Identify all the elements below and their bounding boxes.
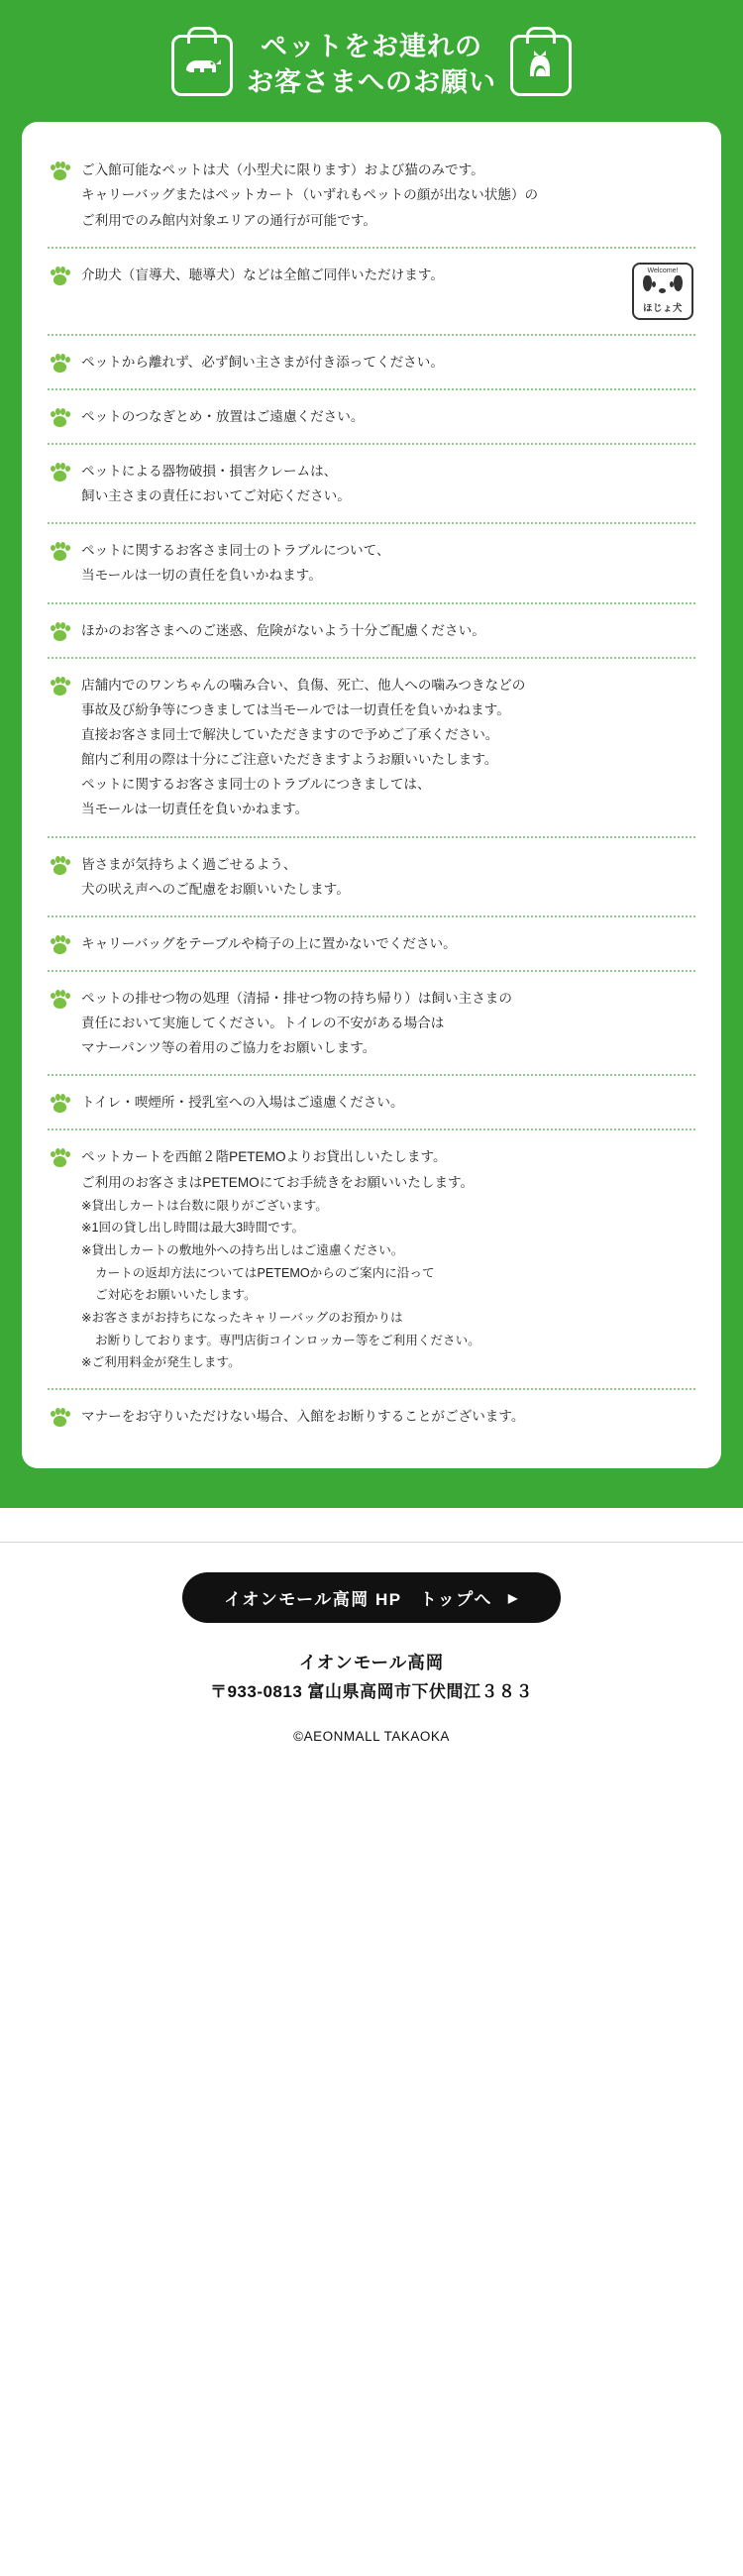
rule-note: ※1回の貸し出し時間は最大3時間です。	[81, 1221, 305, 1235]
rule-item	[48, 445, 695, 524]
rule-item	[48, 838, 695, 917]
rule-line: ペットから離れず、必ず飼い主さまが付き添ってください。	[81, 354, 444, 370]
paw-icon	[50, 160, 71, 181]
rule-text	[81, 1404, 693, 1429]
rule-line: 皆さまが気持ちよく過ごせるよう、	[81, 856, 297, 872]
rule-text	[81, 931, 693, 956]
assistance-dog-badge	[632, 263, 693, 320]
rule-line: 店舗内でのワンちゃんの噛み合い、負傷、死亡、他人への噛みつきなどの	[81, 677, 526, 693]
copyright: ©AEONMALL TAKAOKA	[293, 1728, 450, 1744]
rule-line: ペットのつなぎとめ・放置はご遠慮ください。	[81, 408, 365, 424]
paw-icon	[50, 933, 71, 955]
paw-icon	[50, 406, 71, 428]
dog-bag-icon	[171, 35, 233, 96]
rule-note: ※貸出しカートは台数に限りがございます。	[81, 1198, 328, 1213]
arrow-right-icon: ▶	[507, 1590, 519, 1605]
rule-line: 責任において実施してください。トイレの不安がある場合は	[81, 1016, 445, 1031]
rule-line: 介助犬（盲導犬、聴導犬）などは全館ご同伴いただけます。	[81, 267, 444, 282]
rule-text	[81, 459, 693, 508]
mall-hp-top-button[interactable]	[182, 1572, 560, 1623]
rule-line: キャリーバッグをテーブルや椅子の上に置かないでください。	[81, 935, 457, 951]
dog-face-icon	[643, 275, 683, 299]
rule-item	[48, 524, 695, 603]
rule-line: キャリーバッグまたはペットカート（いずれもペットの顔が出ない状態）の	[81, 187, 539, 203]
mall-address: 〒933-0813 富山県高岡市下伏間江３８３	[209, 1681, 534, 1701]
page-title	[247, 30, 496, 100]
rule-item	[48, 604, 695, 659]
rule-text	[81, 673, 693, 822]
rule-line: マナーパンツ等の着用のご協力をお願いします。	[81, 1040, 376, 1056]
rule-item	[48, 972, 695, 1076]
footer-divider	[0, 1542, 743, 1543]
rule-line: ペットによる器物破損・損害クレームは、	[81, 463, 338, 479]
rule-text	[81, 538, 693, 588]
title-line-1: ペットをお連れの	[261, 32, 482, 61]
cat-bag-icon	[510, 35, 572, 96]
rule-line: マナーをお守りいただけない場合、入館をお断りすることがございます。	[81, 1409, 525, 1425]
paw-icon	[50, 675, 71, 697]
paw-icon	[50, 461, 71, 483]
rule-line: ご利用のお客さまはPETEMOにてお手続きをお願いいたします。	[81, 1174, 475, 1190]
rule-item	[48, 1130, 695, 1390]
paw-icon	[50, 540, 71, 562]
title-line-2: お客さまへのお願い	[247, 66, 496, 97]
rule-item	[48, 144, 695, 248]
paw-icon	[50, 988, 71, 1010]
mall-name: イオンモール高岡	[298, 1653, 445, 1673]
paw-icon	[50, 265, 71, 286]
mall-hp-top-button-label: イオンモール高岡 HP トップへ	[224, 1590, 492, 1610]
rule-text	[81, 986, 693, 1060]
rule-item	[48, 1390, 695, 1443]
rule-line: 飼い主さまの責任においてご対応ください。	[81, 488, 351, 504]
paw-icon	[50, 352, 71, 374]
rule-line: ペットに関するお客さま同士のトラブルにつきましては、	[81, 777, 431, 793]
rule-line: 犬の吠え声へのご配慮をお願いいたします。	[81, 881, 350, 897]
rules-card	[22, 122, 721, 1468]
rule-note: ご対応をお願いいたします。	[95, 1288, 257, 1303]
rule-item	[48, 390, 695, 445]
paw-icon	[50, 1092, 71, 1114]
paw-icon	[50, 1146, 71, 1168]
rule-line: 当モールは一切の責任を負いかねます。	[81, 568, 322, 584]
badge-label: ほじょ犬	[642, 302, 683, 314]
rule-text	[81, 618, 693, 643]
rule-line: ほかのお客さまへのご迷惑、危険がないよう十分ご配慮ください。	[81, 622, 485, 638]
paw-icon	[50, 854, 71, 876]
footer	[0, 1508, 743, 1770]
rule-note: ※貸出しカートの敷地外への持ち出しはご遠慮ください。	[81, 1243, 404, 1258]
rule-note: ※ご利用料金が発生します。	[81, 1355, 241, 1370]
rule-line: ご利用でのみ館内対象エリアの通行が可能です。	[81, 212, 376, 228]
rule-text	[81, 852, 693, 902]
rule-text	[81, 1090, 693, 1115]
rule-note: お断りしております。専門店街コインロッカー等をご利用ください。	[95, 1333, 480, 1347]
rule-text	[81, 350, 693, 375]
rule-line: 直接お客さま同士で解決していただきますので予めご了承ください。	[81, 726, 499, 742]
header	[22, 26, 721, 122]
rule-line: ペットに関するお客さま同士のトラブルについて、	[81, 543, 390, 559]
rule-item	[48, 249, 695, 336]
rule-text	[81, 263, 614, 287]
rule-text	[81, 1144, 693, 1374]
rule-line: 事故及び紛争等につきましては当モールでは一切責任を負いかねます。	[81, 701, 510, 717]
rule-line: ペットの排せつ物の処理（清掃・排せつ物の持ち帰り）は飼い主さまの	[81, 990, 512, 1006]
rule-item	[48, 659, 695, 838]
rule-line: トイレ・喫煙所・授乳室への入場はご遠慮ください。	[81, 1095, 404, 1111]
rule-text	[81, 158, 693, 232]
paw-icon	[50, 620, 71, 642]
rule-item	[48, 336, 695, 390]
rule-text	[81, 404, 693, 429]
rule-item	[48, 1076, 695, 1130]
rule-line: ご入館可能なペットは犬（小型犬に限ります）および猫のみです。	[81, 162, 484, 178]
paw-icon	[50, 1406, 71, 1428]
rule-line: 館内ご利用の際は十分にご注意いただきますようお願いいたします。	[81, 752, 498, 768]
badge-welcome-label: Welcome!	[647, 267, 679, 274]
rule-line: 当モールは一切責任を負いかねます。	[81, 802, 309, 817]
rule-line: ペットカートを西館２階PETEMOよりお貸出しいたします。	[81, 1149, 447, 1165]
rule-item	[48, 917, 695, 972]
rule-note: カートの返却方法についてはPETEMOからのご案内に沿って	[95, 1265, 435, 1280]
rule-note: ※お客さまがお持ちになったキャリーバッグのお預かりは	[81, 1311, 403, 1326]
